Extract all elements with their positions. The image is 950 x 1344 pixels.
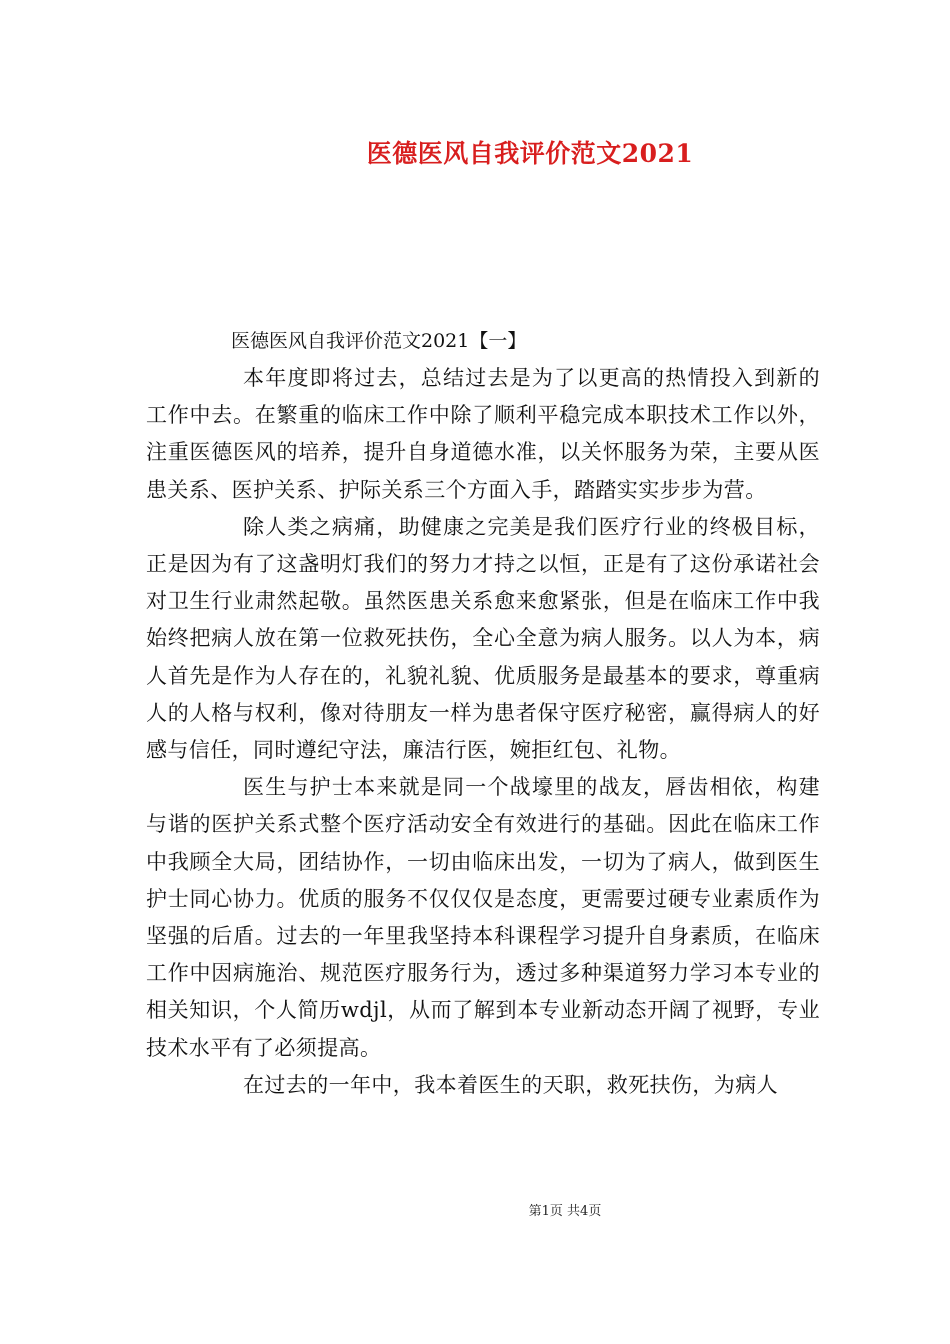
paragraph-2: 除人类之病痛，助健康之完美是我们医疗行业的终极目标，正是因为有了这盏明灯我们的努力才持之以恒，正是有了这份承诺社会对卫生行业肃然起敬。虽然医患关系愈来愈紧张，但是在临床工作中我始终把病人放在第一位救死扶伤，全心全意为病人服务。以人为本，病人首先是作为人存在的，礼貌礼貌、优质服务是最基本的要求，尊重病人的人格与权利，像对待朋友一样为患者保守医疗秘密，赢得病人的好感与信任，同时遵纪守法，廉洁行医，婉拒红包、礼物。: [146, 514, 820, 763]
paragraph-1: 本年度即将过去，总结过去是为了以更高的热情投入到新的工作中去。在繁重的临床工作中除了顺利平稳完成本职技术工作以外，注重医德医风的培养，提升自身道德水准，以关怀服务为荣，主要从医患关系、医护关系、护际关系三个方面入手，踏踏实实步步为营。: [146, 366, 820, 502]
section-heading: 医德医风自我评价范文2021【一】: [231, 330, 527, 352]
document-title: 医德医风自我评价范文2021: [366, 139, 694, 168]
document-body: [146, 360, 820, 1104]
paragraph-3: 医生与护士本来就是同一个战壕里的战友，唇齿相依，构建与谐的医护关系式整个医疗活动安全有效进行的基础。因此在临床工作中我顾全大局，团结协作，一切由临床出发，一切为了病人，做到医生护士同心协力。优质的服务不仅仅仅是态度，更需要过硬专业素质作为坚强的后盾。过去的一年里我坚持本科课程学习提升自身素质，在临床工作中因病施治、规范医疗服务行为，透过多种渠道努力学习本专业的相关知识，个人简历wdjl，从而了解到本专业新动态开阔了视野，专业技术水平有了必须提高。: [146, 775, 820, 1060]
paragraph-4: 在过去的一年中，我本着医生的天职，救死扶伤，为病人: [243, 1072, 778, 1097]
page-number-footer: 第1页 共4页: [528, 1204, 602, 1219]
